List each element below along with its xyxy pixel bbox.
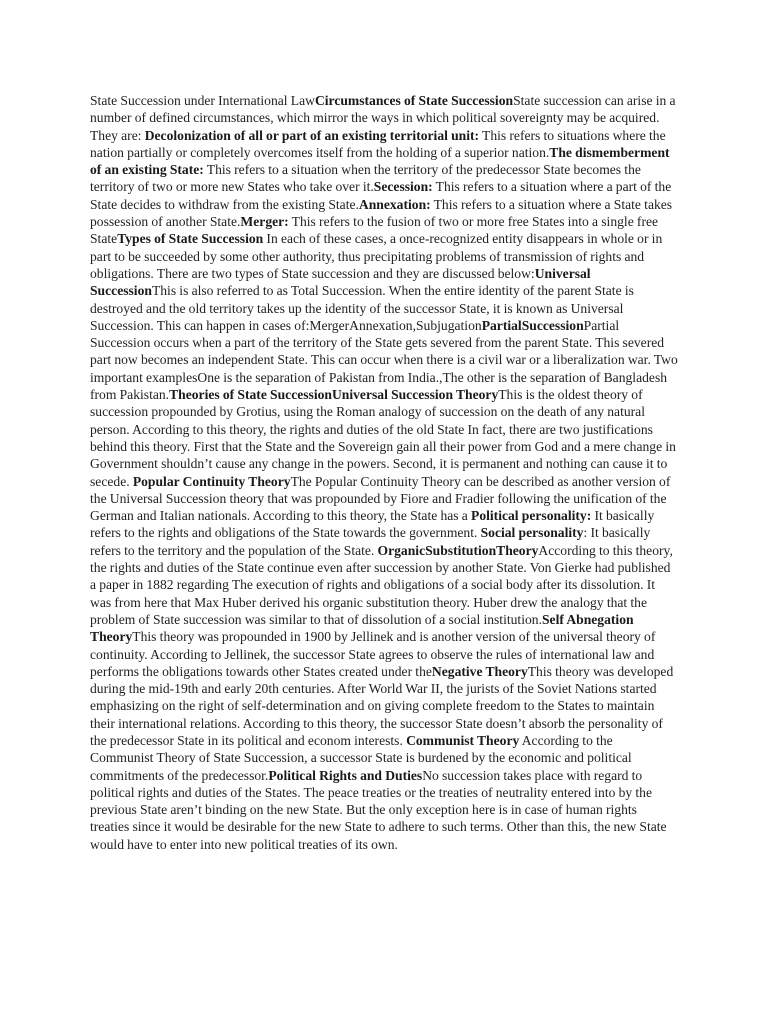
inline-heading: Decolonization of all or part of an existing territorial unit: [144,127,480,143]
inline-heading: Theories of State Succession [169,387,332,403]
inline-heading: Self Abnegation Theory [90,611,634,645]
inline-heading: The dismemberment of an existing State: [90,144,670,178]
inline-heading: Annexation: [358,196,431,212]
body-text-run: The Popular Continuity Theory can be described as another version of the Universal Succession theory that was propounded by Fiore and Fradier following the unification of the German and Italian nationals. According to this theory, the State has a [90,473,671,524]
inline-heading: Popular Continuity Theory [132,473,291,489]
inline-heading: Circumstances of State Succession [314,93,514,108]
body-text-run: Partial Succession occurs when a part of the territory of the State gets severed from the parent State. This severed part now becomes an independent State. This can occur when there is a civil war or a liberalization war. Two important examplesOne is the separation of Pakistan from India.,The other is the separation of Bangladesh from Pakistan. [90,317,678,403]
inline-heading: Communist Theory [406,732,520,748]
body-text-run: It basically refers to the rights and obligations of the State towards the government. [90,508,655,541]
body-text-run: According to this theory, the rights and duties of the State continue even after succession by another State. Von Gierke had published a paper in 1882 regarding The execution of rights and obligations of a social body after its dissolution. It was from here that Max Huber derived his organic substitution theory. Huber drew the analogy that the problem of State succession was similar to that of dissolution of a social institution. [90,542,673,627]
inline-heading: Universal Succession Theory [331,387,499,403]
inline-heading: OrganicSubstitutionTheory [377,542,539,558]
body-text-run: This refers to a situation where a State takes possession of another State. [90,196,673,230]
inline-heading: Secession: [373,179,433,195]
body-text-run: This refers to the fusion of two or more free States into a single free State [90,214,659,247]
inline-heading: Types of State Succession [117,231,264,247]
inline-heading: Universal Succession [90,265,591,299]
body-text-run: State succession can arise in a number of defined circumstances, which mirror the ways in which political sovereignty may be acquired. They are: [90,93,676,143]
body-text-run: This is the oldest theory of succession propounded by Grotius, using the Roman analogy of succession on the death of any natural person. According to this theory, the rights and duties of the old State In fact, there are two justifications behind this theory. First that the State and the Sovereign gain all their power from God and a mere change in Government shouldn’t cause any change in the powers. Second, it is permanent and nothing can cause it to secede. [90,387,676,489]
body-text-run: This theory was developed during the mid-19th and early 20th centuries. After World War II, the jurists of the Soviet Nations started emphasizing on the right of self-determination and on giving complete freedom to the States to maintain their international relations. According to this theory, the successor State doesn’t absorb the personality of the predecessor State in its political and econom interests. [90,663,674,748]
body-paragraph [90,92,678,853]
body-text-run: This refers to a situation when the territory of the predecessor State becomes the territory of two or more new States who take over it. [90,162,641,195]
body-text-run: State Succession under International Law [90,93,315,108]
body-text-run: According to the Communist Theory of State Succession, a successor State is burdened by the economic and political commitments of the predecessor. [90,732,632,783]
inline-heading: Political Rights and Duties [268,767,423,783]
inline-heading: PartialSuccession [481,317,584,333]
document-page [90,92,678,853]
body-text-run: In each of these cases, a once-recognized entity disappears in whole or in part to be succeeded by some other authority, thus precipitating problems of transmission of rights and obligations. There are two types of State succession and they are discussed below: [90,231,663,281]
body-text-run: This theory was propounded in 1900 by Jellinek and is another version of the universal theory of continuity. According to Jellinek, the successor State agrees to observe the rules of international law and performs the obligations towards other States created under the [90,629,656,679]
body-text-run: This is also referred to as Total Succession. When the entire identity of the parent State is destroyed and the old territory takes up the identity of the successor State, it is known as Universal Succession. This can happen in cases of:MergerAnnexation,Subjugation [90,283,634,333]
body-text-run: : It basically refers to the territory and the population of the State. [90,525,651,558]
inline-heading: Merger: [240,214,289,230]
inline-heading: Social personality [480,525,584,541]
body-text-run: No succession takes place with regard to political rights and duties of the States. The peace treaties or the treaties of neutrality entered into by the previous State aren’t binding on the new State. But the only exception here is in case of human rights treaties since it would be desirable for the new State to adhere to such terms. Other than this, the new State would have to enter into new political treaties of its own. [90,767,667,852]
inline-heading: Negative Theory [431,663,528,679]
body-text-run: This refers to a situation where a part of the State decides to withdraw from the existing State. [90,179,672,212]
body-text-run: This refers to situations where the nation partially or completely overcomes itself from the holding of a superior nation. [90,127,666,160]
inline-heading: Political personality: [471,508,592,524]
